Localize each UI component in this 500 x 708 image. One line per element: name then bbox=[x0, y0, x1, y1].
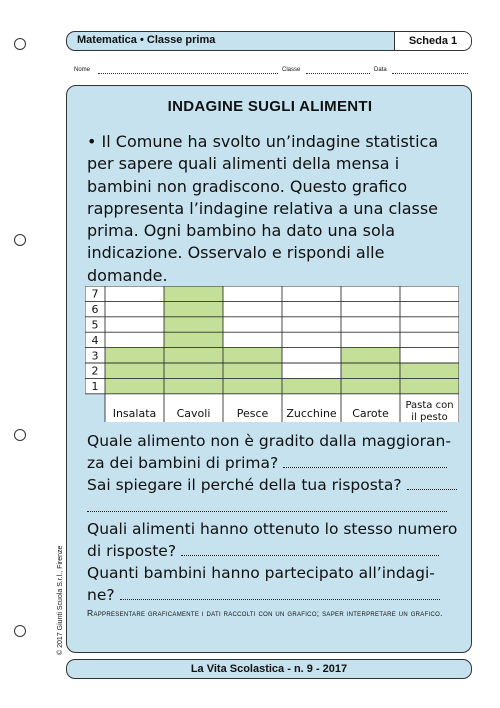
answer-line[interactable] bbox=[181, 555, 439, 556]
question-4-text: ne? bbox=[87, 586, 120, 604]
chart-y-tick-label: 7 bbox=[91, 287, 99, 301]
chart-bar bbox=[164, 286, 223, 394]
chart-category-label: Insalata bbox=[112, 406, 157, 420]
question-3-line-2 bbox=[87, 540, 439, 562]
chart-bar bbox=[105, 348, 164, 394]
chart-category-label: Cavoli bbox=[176, 406, 211, 420]
chart-y-tick-label: 6 bbox=[91, 303, 99, 317]
answer-line[interactable] bbox=[283, 467, 447, 468]
binder-hole bbox=[14, 38, 26, 50]
question-4-line-1: Quanti bambini hanno partecipato all’indagi- bbox=[87, 564, 435, 582]
footer-bar: La Vita Scolastica - n. 9 - 2017 bbox=[66, 659, 472, 679]
chart-category-label: Carote bbox=[352, 406, 389, 420]
answer-line[interactable] bbox=[407, 489, 457, 490]
binder-hole bbox=[14, 625, 26, 637]
data-line[interactable] bbox=[392, 73, 468, 74]
chart-y-tick-label: 2 bbox=[91, 364, 99, 378]
question-3-text: di risposte? bbox=[87, 542, 181, 560]
answer-line[interactable] bbox=[120, 599, 440, 600]
question-3-line-1: Quali alimenti hanno ottenuto lo stesso numero bbox=[87, 520, 458, 538]
chart-bar bbox=[223, 348, 282, 394]
student-info-fields bbox=[74, 67, 472, 79]
nome-line[interactable] bbox=[98, 73, 278, 74]
scheda-label: Scheda 1 bbox=[394, 32, 471, 50]
worksheet-title: INDAGINE SUGLI ALIMENTI bbox=[167, 98, 373, 115]
chart-y-tick-label: 4 bbox=[91, 333, 99, 347]
nome-label: Nome bbox=[74, 67, 91, 73]
chart-bar bbox=[341, 348, 400, 394]
question-4-line-2 bbox=[87, 584, 440, 606]
question-2-text: Sai spiegare il perché della tua risposta? bbox=[87, 476, 407, 494]
question-1-text: za dei bambini di prima? bbox=[87, 454, 284, 472]
question-2-line-2 bbox=[87, 496, 447, 518]
classe-line[interactable] bbox=[306, 73, 370, 74]
binder-hole bbox=[14, 429, 26, 441]
chart-y-tick-label: 3 bbox=[91, 349, 99, 363]
chart-y-tick-label: 5 bbox=[91, 318, 99, 332]
answer-line[interactable] bbox=[87, 511, 447, 512]
question-2-line-1 bbox=[87, 474, 457, 496]
subject-title: Matematica • Classe prima bbox=[77, 34, 216, 46]
copyright-notice: © 2017 Giunti Scuola S.r.l., Firenze bbox=[57, 545, 64, 655]
chart-y-tick-label: 1 bbox=[91, 380, 99, 394]
worksheet-intro: • Il Comune ha svolto un’indagine statistica per sapere quali alimenti della mensa i bambini non gradiscono. Questo grafico rappresenta l’indagine relativa a una classe prima. Ogni bambino ha dato una sola indicazione. Osservalo e rispondi alle domande. bbox=[87, 132, 439, 285]
binder-hole bbox=[14, 234, 26, 246]
classe-label: Classe bbox=[282, 67, 301, 73]
header-bar bbox=[66, 31, 472, 51]
question-1-line-1: Quale alimento non è gradito dalla maggioran- bbox=[87, 432, 451, 450]
chart-bar bbox=[282, 378, 341, 393]
data-label: Data bbox=[374, 67, 387, 73]
chart-category-label: Pesce bbox=[236, 406, 269, 420]
learning-objective: Rappresentare graficamente i dati raccolti con un grafico; saper interpretare un grafico. bbox=[87, 608, 443, 618]
chart-category-label: Zucchine bbox=[286, 406, 337, 420]
bar-chart bbox=[85, 286, 459, 422]
chart-category-label: Pasta con il pesto bbox=[405, 399, 454, 422]
question-1-line-2 bbox=[87, 452, 447, 474]
